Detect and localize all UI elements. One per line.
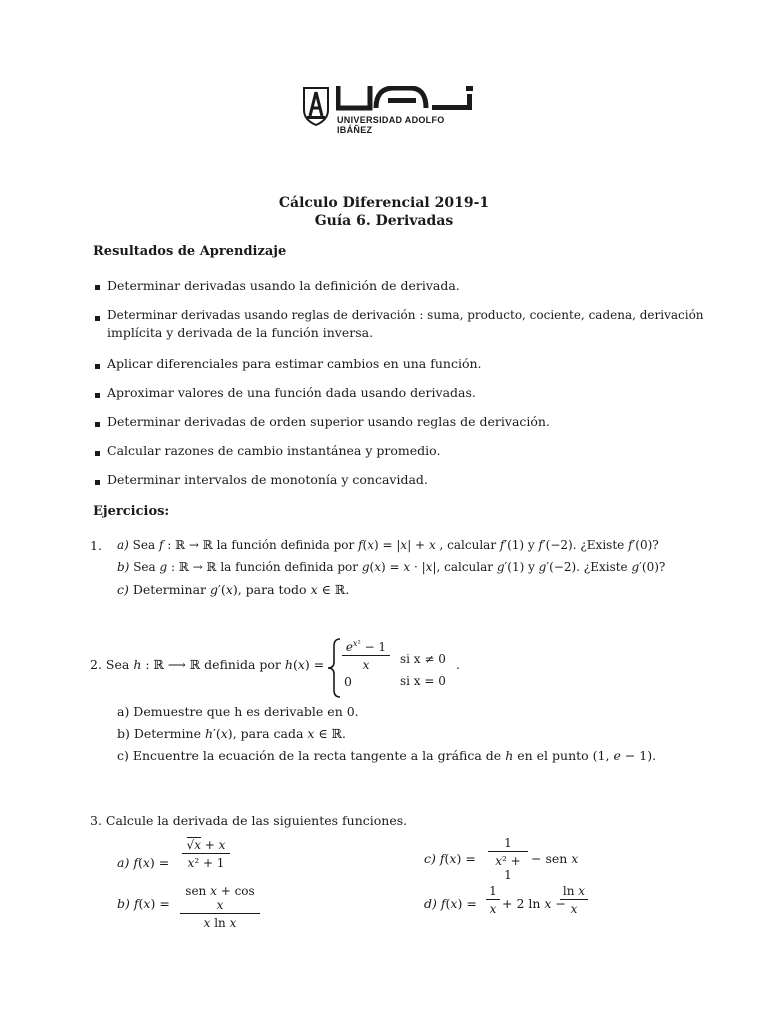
shield-icon: [302, 86, 330, 126]
case-2-condition: si x = 0: [400, 674, 446, 688]
uai-letters-icon: [336, 86, 476, 112]
learning-item: Determinar derivadas usando la definición de derivada.: [107, 278, 460, 293]
exercise-2a: a) Demuestre que h es derivable en 0.: [117, 704, 359, 719]
bullet: [95, 285, 100, 290]
exercise-1b: b) Sea g : ℝ → ℝ la función definida por g(x) = x · |x|, calcular g′(1) y g′(−2). ¿Existe g′(0)?: [117, 560, 666, 574]
bullet: [95, 393, 100, 398]
university-name: UNIVERSIDAD ADOLFO IBÁÑEZ: [337, 115, 445, 135]
exercise-3-intro: 3. Calcule la derivada de las siguientes funciones.: [90, 813, 408, 828]
exercise-3d-label: d) f(x) =: [424, 896, 477, 911]
learning-item: Determinar derivadas usando reglas de derivación : suma, producto, cociente, cadena, derivación: [107, 308, 704, 322]
course-title: Cálculo Diferencial 2019-1: [278, 195, 490, 211]
exercise-3d-frac1: 1 x: [486, 884, 500, 916]
exercise-3b-label: b) f(x) =: [117, 896, 170, 911]
left-brace-icon: [326, 638, 342, 698]
exercise-3c-fraction: 1 x² + 1: [488, 836, 528, 882]
bullet: [95, 480, 100, 485]
bullet: [95, 451, 100, 456]
learning-item: Determinar intervalos de monotonía y concavidad.: [107, 472, 428, 487]
exercise-2-intro: 2. Sea h : ℝ ⟶ ℝ definida por h(x) =: [90, 657, 325, 672]
exercise-1-number: 1.: [90, 538, 102, 553]
learning-heading: Resultados de Aprendizaje: [93, 244, 287, 259]
exercise-3d-middle: + 2 ln x −: [502, 896, 566, 911]
university-logo: [302, 86, 478, 135]
bullet: [95, 422, 100, 427]
exercise-1a: a) Sea f : ℝ → ℝ la función definida por f(x) = |x| + x , calcular f′(1) y f′(−2). ¿Existe f′(0)?: [117, 538, 659, 552]
learning-item: Calcular razones de cambio instantánea y promedio.: [107, 443, 441, 458]
bullet: [95, 316, 100, 321]
bullet: [95, 364, 100, 369]
case-1-fraction: $e^{x^2} - 1$ x: [342, 639, 390, 672]
exercises-heading: Ejercicios:: [93, 504, 170, 519]
case-2-value: 0: [344, 674, 352, 689]
learning-item-cont: implícita y derivada de la función inversa.: [107, 325, 374, 340]
case-1-condition: si x ≠ 0: [400, 652, 446, 666]
exercise-3d-frac2: ln x x: [560, 884, 588, 916]
learning-item: Aproximar valores de una función dada usando derivadas.: [107, 385, 476, 400]
exercise-3c-label: c) f(x) =: [424, 851, 476, 866]
learning-item: Determinar derivadas de orden superior usando reglas de derivación.: [107, 414, 550, 429]
exercise-3b-fraction: sen x + cos x x ln x: [180, 884, 260, 930]
period: .: [456, 657, 460, 672]
guide-title: Guía 6. Derivadas: [314, 213, 454, 229]
exercise-3a-fraction: √x + x x² + 1: [182, 838, 230, 870]
exercise-1c: c) Determinar g′(x), para todo x ∈ ℝ.: [117, 582, 350, 597]
exercise-3a-label: a) f(x) =: [117, 855, 170, 870]
exercise-3c-tail: − sen x: [531, 851, 579, 866]
exercise-2b: b) Determine h′(x), para cada x ∈ ℝ.: [117, 726, 347, 741]
exercise-2c: c) Encuentre la ecuación de la recta tangente a la gráfica de h en el punto (1, e − 1).: [117, 748, 657, 763]
learning-item: Aplicar diferenciales para estimar cambios en una función.: [107, 356, 482, 371]
